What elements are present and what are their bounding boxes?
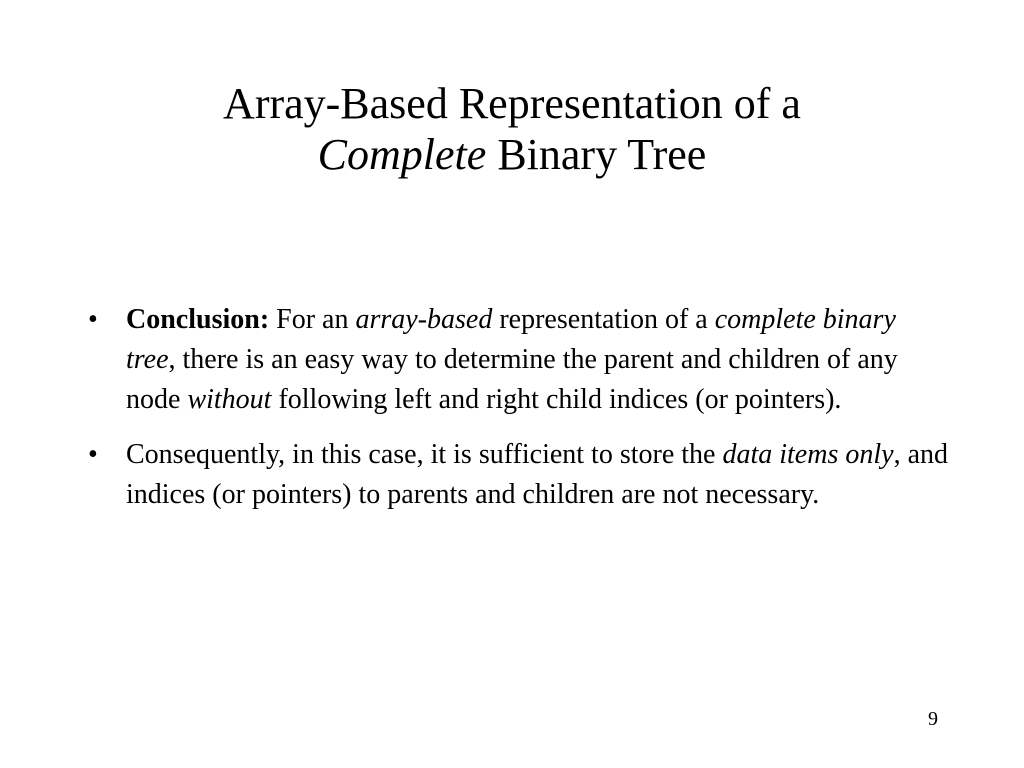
text-segment: representation of a [492,304,715,335]
emphasis-data-items-only: data items only [722,439,894,470]
bullet-item-conclusion [88,300,948,420]
bullet-marker: • [88,439,98,470]
emphasis-complete-binary-tree: complete binary tree [126,304,896,375]
text-segment: , and indices (or pointers) to parents and children are not necessary. [126,439,948,510]
title-line-2 [0,129,1024,180]
title-line-1: Array-Based Representation of a [223,79,801,128]
text-segment: , there is an easy way to determine the parent and children of any node [126,344,898,415]
emphasis-array-based: array-based [355,304,493,335]
slide-title [0,78,1024,181]
page-number: 9 [928,708,938,730]
title-line-2-rest: Binary Tree [486,130,707,180]
conclusion-label: Conclusion: [126,304,270,335]
bullet-item-consequently [88,435,948,515]
text-segment: Consequently, in this case, it is sufficient to store the [126,439,723,470]
text-segment: following left and right child indices (or pointers). [271,384,842,415]
text-segment: For an [269,304,356,335]
bullet-marker: • [88,304,98,335]
emphasis-without: without [187,384,272,415]
bullet-list [88,300,948,530]
title-emphasis: Complete [317,130,487,180]
